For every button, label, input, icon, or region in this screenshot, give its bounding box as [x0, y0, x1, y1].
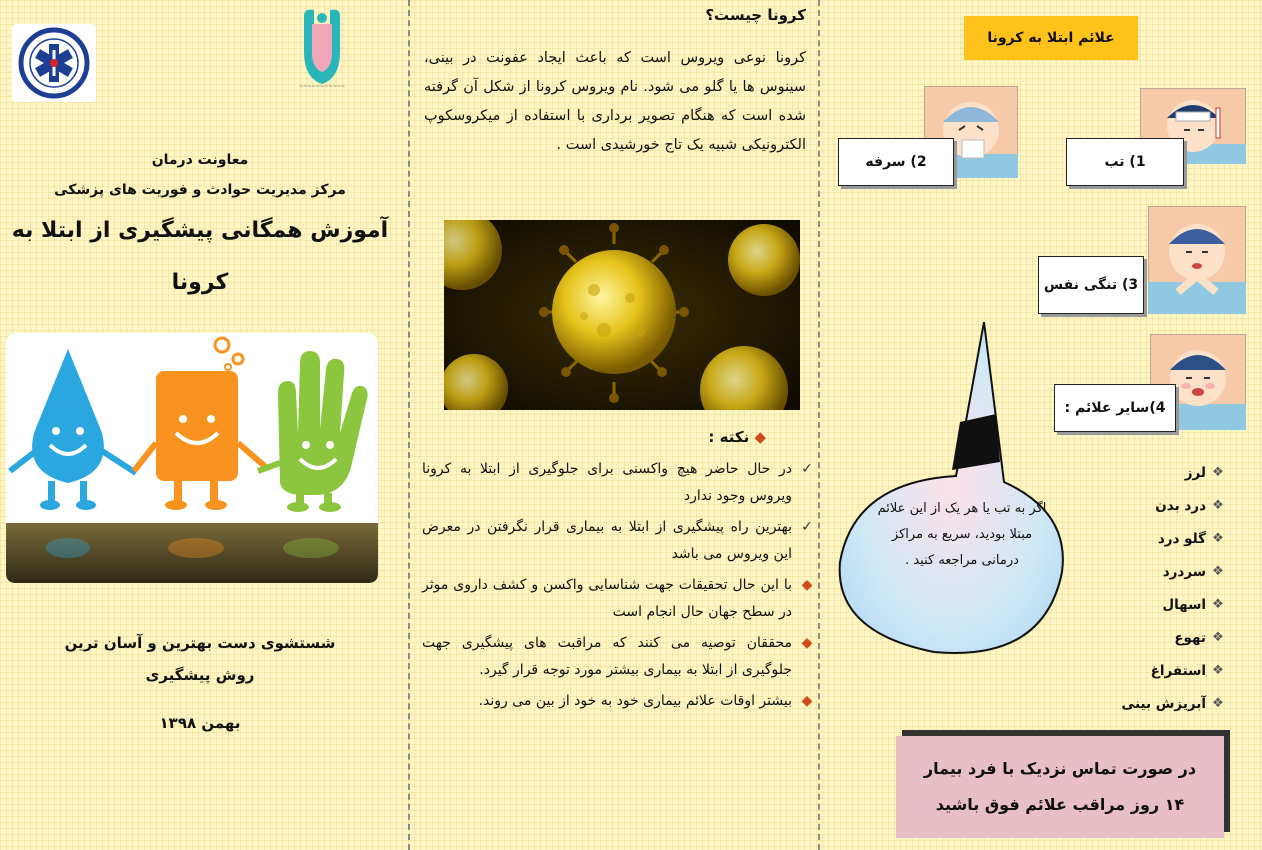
list-item: ✓ در حال حاضر هیچ واکسنی برای جلوگیری از ابتلا به کرونا ویروس وجود ندارد — [422, 456, 820, 510]
symptom-cough-box: 2) سرفه — [838, 138, 954, 186]
publication-date: بهمن ۱۳۹۸ — [159, 714, 241, 732]
list-item: ❖ استفراغ — [1090, 654, 1230, 687]
tagline-line-2: روش پیشگیری — [145, 666, 255, 684]
handwashing-illustration — [6, 333, 378, 583]
diamond-bullet-icon: ❖ — [1212, 696, 1224, 711]
ministry-logo-caption: ~~~~~~~~~~~ — [298, 84, 346, 90]
list-item: ◆ محققان توصیه می کنند که مراقبت های پیشگیری جهت جلوگیری از ابتلا به بیماری بیشتر مورد توجه قرار گیرد. — [422, 630, 820, 684]
note-heading: ◆ نکته : — [708, 428, 766, 446]
symptom-fever-box: 1) تب — [1066, 138, 1184, 186]
department-line-2: مرکز مدیریت حوادث و فوریت های پزشکی — [54, 182, 346, 198]
diamond-bullet-icon: ❖ — [1212, 630, 1224, 645]
warning-line-1: در صورت تماس نزدیک با فرد بیمار — [923, 759, 1197, 778]
list-item: ✓ بهترین راه پیشگیری از ابتلا به بیماری قرار نگرفتن در معرض این ویروس می باشد — [422, 514, 820, 568]
close-contact-warning — [896, 736, 1224, 838]
corona-definition-paragraph: کرونا نوعی ویروس است که باعث ایجاد عفونت در بینی، سینوس ها یا گلو می شود. نام ویروس کرونا از شکل آن گرفته شده است که هنگام تصویر برداری با استفاده از میکروسکوپ الکترونیکی شبیه یک تاج خورشیدی است . — [424, 50, 806, 153]
department-line-1: معاونت درمان — [151, 152, 249, 168]
list-item: ◆ بیشتر اوقات علائم بیماری خود به خود از بین می روند. — [422, 688, 820, 715]
arrow-bullet-icon: ◆ — [754, 428, 766, 446]
list-item: ❖ گلو درد — [1090, 522, 1230, 555]
diamond-bullet-icon: ❖ — [1212, 597, 1224, 612]
list-item: ❖ سردرد — [1090, 555, 1230, 588]
notes-list — [422, 456, 820, 719]
arrow-bullet-icon: ◆ — [801, 577, 813, 593]
warning-line-2: ۱۴ روز مراقب علائم فوق باشید — [935, 795, 1185, 814]
list-item: ❖ اسهال — [1090, 588, 1230, 621]
diamond-bullet-icon: ❖ — [1212, 663, 1224, 678]
list-item: ◆ با این حال تحقیقات جهت شناسایی واکسن و کشف داروی موثر در سطح جهان حال انجام است — [422, 572, 820, 626]
medical-advice-bubble-text: اگر به تب یا هر یک از این علائم مبتلا بودید، سریع به مراکز درمانی مراجعه کنید . — [877, 501, 1047, 568]
arrow-bullet-icon: ◆ — [801, 635, 813, 651]
list-item: ❖ آبریزش بینی — [1090, 687, 1230, 720]
diamond-bullet-icon: ❖ — [1212, 498, 1224, 513]
list-item: ❖ تهوع — [1090, 621, 1230, 654]
list-item: ❖ درد بدن — [1090, 489, 1230, 522]
checkmark-icon: ✓ — [801, 461, 813, 477]
diamond-bullet-icon: ❖ — [1212, 531, 1224, 546]
other-symptoms-list — [1090, 456, 1230, 720]
emergency-center-logo — [12, 24, 96, 102]
brochure-title-line-1: آموزش همگانی پیشگیری از ابتلا به — [11, 218, 389, 243]
cover-panel — [0, 0, 400, 850]
diamond-bullet-icon: ❖ — [1212, 465, 1224, 480]
tagline-line-1: شستشوی دست بهترین و آسان ترین — [64, 634, 336, 652]
list-item: ❖ لرز — [1090, 456, 1230, 489]
symptom-other-box: 4)سایر علائم : — [1054, 384, 1176, 432]
diamond-bullet-icon: ❖ — [1212, 564, 1224, 579]
arrow-bullet-icon: ◆ — [801, 693, 813, 709]
brochure-title-line-2: کرونا — [171, 270, 229, 295]
shortness-of-breath-face-icon — [1148, 206, 1246, 318]
symptom-breath-box: 3) تنگی نفس — [1038, 256, 1144, 314]
coronavirus-image — [444, 220, 800, 410]
what-is-corona-heading: کرونا چیست؟ — [705, 6, 806, 24]
info-panel — [408, 0, 820, 850]
speech-bubble-shape — [834, 322, 1074, 668]
symptoms-heading: علائم ابتلا به کرونا — [964, 16, 1138, 60]
checkmark-icon: ✓ — [801, 519, 813, 535]
